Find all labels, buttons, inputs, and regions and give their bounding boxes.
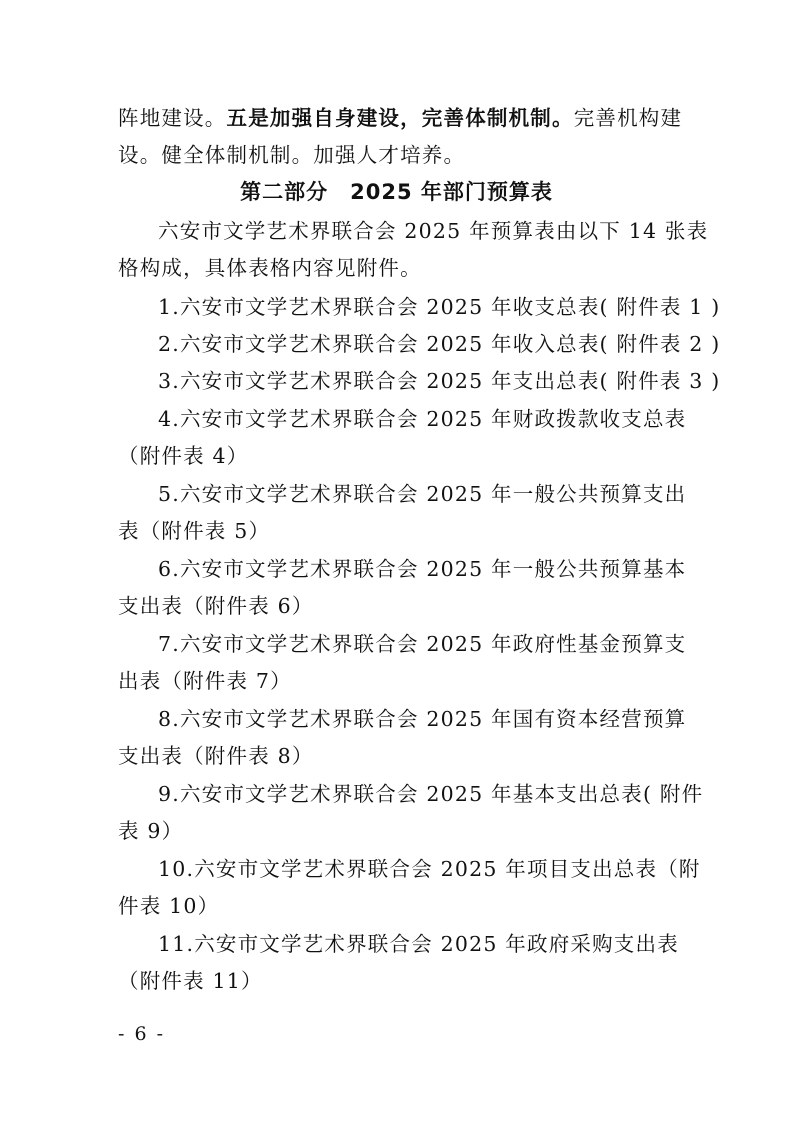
list-item-continuation: 表（附件表 5） — [118, 519, 271, 543]
list-item: 3.六安市文学艺术界联合会 2025 年支出总表( 附件表 3 ) — [158, 369, 721, 393]
list-item-continuation: 出表（附件表 7） — [118, 669, 292, 693]
intro-text-lead: 阵地建设。 — [118, 106, 227, 130]
intro-text-bold: 五是加强自身建设，完善体制机制。 — [226, 106, 574, 130]
list-item: 9.六安市文学艺术界联合会 2025 年基本支出总表( 附件 — [158, 782, 704, 806]
list-item-continuation: （附件表 4） — [118, 444, 249, 468]
list-item: 4.六安市文学艺术界联合会 2025 年财政拨款收支总表 — [158, 407, 687, 431]
page-number: - 6 - — [118, 1023, 166, 1045]
section-title: 第二部分 2025 年部门预算表 — [240, 180, 553, 204]
list-item: 11.六安市文学艺术界联合会 2025 年政府采购支出表 — [158, 932, 679, 956]
list-item-continuation: 表 9） — [118, 819, 184, 843]
intro-line-2: 设。健全体制机制。加强人才培养。 — [118, 143, 466, 167]
list-item-continuation: 支出表（附件表 8） — [118, 744, 314, 768]
list-item: 1.六安市文学艺术界联合会 2025 年收支总表( 附件表 1 ) — [158, 295, 721, 319]
list-item: 6.六安市文学艺术界联合会 2025 年一般公共预算基本 — [158, 557, 687, 581]
list-item-continuation: 支出表（附件表 6） — [118, 594, 314, 618]
list-item-continuation: （附件表 11） — [118, 969, 263, 993]
intro-text-tail: 完善机构建 — [573, 106, 683, 130]
list-item: 7.六安市文学艺术界联合会 2025 年政府性基金预算支 — [158, 632, 687, 656]
list-item: 5.六安市文学艺术界联合会 2025 年一般公共预算支出 — [158, 482, 687, 506]
intro-line-1 — [118, 100, 683, 137]
summary-line-2: 格构成，具体表格内容见附件。 — [118, 256, 422, 280]
list-item-continuation: 件表 10） — [118, 894, 220, 918]
list-item: 2.六安市文学艺术界联合会 2025 年收入总表( 附件表 2 ) — [158, 332, 721, 356]
list-item: 10.六安市文学艺术界联合会 2025 年项目支出总表（附 — [158, 857, 701, 881]
list-item: 8.六安市文学艺术界联合会 2025 年国有资本经营预算 — [158, 707, 687, 731]
summary-line-1: 六安市文学艺术界联合会 2025 年预算表由以下 14 张表 — [158, 219, 709, 243]
